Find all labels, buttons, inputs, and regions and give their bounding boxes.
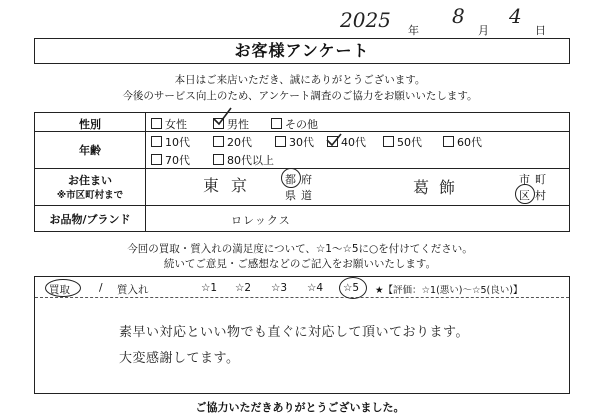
survey-intro-line-2: 続いてご意見・ご感想などのご記入をお願いいたします。	[163, 258, 437, 270]
day-value: 4	[509, 4, 522, 28]
type-separator: /	[99, 282, 103, 294]
selected-type-circle	[45, 279, 81, 297]
day-unit: 日	[535, 24, 546, 37]
pref-unit-to: 都	[285, 173, 296, 186]
checkbox[interactable]	[213, 136, 224, 147]
item-value: ロレックス	[231, 214, 291, 227]
rating-5[interactable]: ☆5	[343, 282, 360, 294]
city-value: 葛飾	[413, 178, 466, 197]
year-unit: 年	[408, 24, 419, 37]
selected-city-unit-circle	[515, 184, 535, 204]
comment-line-1: 素早い対応といい物でも直ぐに対応して頂いております。	[119, 325, 469, 340]
year-value: 2025	[340, 8, 391, 32]
city-unit-ku: 区	[519, 189, 530, 202]
age-option-10s[interactable]: 10代	[151, 134, 190, 150]
age-option-60s[interactable]: 60代	[443, 134, 482, 150]
checkmark-icon	[325, 132, 343, 148]
checkbox[interactable]	[151, 154, 162, 165]
gender-option-other[interactable]: その他	[271, 116, 318, 132]
customer-info-table	[34, 112, 570, 232]
residence-sublabel: ※市区町村まで	[56, 190, 124, 201]
gender-label: 性別	[79, 118, 101, 131]
rating-4[interactable]: ☆4	[307, 282, 324, 294]
prefecture-value: 東京	[203, 176, 260, 195]
checkbox[interactable]	[151, 118, 162, 129]
type-option-purchase[interactable]: 買取	[49, 284, 70, 296]
age-label: 年齢	[79, 144, 101, 157]
age-option-30s[interactable]: 30代	[275, 134, 314, 150]
checkbox[interactable]	[271, 118, 282, 129]
city-unit-machi: 町	[535, 173, 546, 186]
rating-3[interactable]: ☆3	[271, 282, 288, 294]
age-option-20s[interactable]: 20代	[213, 134, 252, 150]
age-option-70s[interactable]: 70代	[151, 152, 190, 168]
pref-unit-ken: 県	[285, 189, 296, 202]
checkmark-icon	[211, 107, 233, 127]
gender-option-male[interactable]: 男性	[213, 116, 249, 132]
age-option-40s[interactable]: 40代	[327, 134, 366, 150]
pref-unit-fu: 府	[301, 173, 312, 186]
city-unit-shi: 市	[519, 173, 530, 186]
item-label: お品物/ブランド	[49, 213, 131, 226]
checkbox[interactable]	[383, 136, 394, 147]
month-unit: 月	[478, 24, 489, 37]
residence-label: お住まい	[68, 174, 112, 187]
age-option-50s[interactable]: 50代	[383, 134, 422, 150]
rating-scale-note: ★【評価：☆1(悪い)～☆5(良い)】	[375, 285, 523, 296]
rating-2[interactable]: ☆2	[235, 282, 252, 294]
intro-line-1: 本日はご来店いただき、誠にありがとうございます。	[174, 74, 426, 86]
rating-1[interactable]: ☆1	[201, 282, 218, 294]
intro-line-2: 今後のサービス向上のため、アンケート調査のご協力をお願いいたします。	[122, 90, 478, 102]
checkbox[interactable]	[213, 154, 224, 165]
footer-thanks: ご協力いただきありがとうございました。	[195, 401, 405, 414]
satisfaction-survey-box	[34, 276, 570, 394]
age-option-80plus[interactable]: 80代以上	[213, 152, 274, 168]
checkbox[interactable]	[275, 136, 286, 147]
survey-intro-line-1: 今回の買取・質入れの満足度について、☆1～☆5に○を付けてください。	[127, 243, 473, 255]
month-value: 8	[452, 4, 465, 28]
comment-line-2: 大変感謝してます。	[119, 351, 240, 366]
survey-title: お客様アンケート	[34, 38, 570, 64]
selected-rating-circle	[339, 277, 367, 299]
selected-prefecture-circle	[281, 168, 301, 188]
city-unit-son: 村	[535, 189, 546, 202]
gender-option-female[interactable]: 女性	[151, 116, 187, 132]
checkbox[interactable]	[151, 136, 162, 147]
checkbox[interactable]	[443, 136, 454, 147]
pref-unit-do: 道	[301, 189, 312, 202]
type-option-pawn[interactable]: 質入れ	[117, 284, 149, 296]
